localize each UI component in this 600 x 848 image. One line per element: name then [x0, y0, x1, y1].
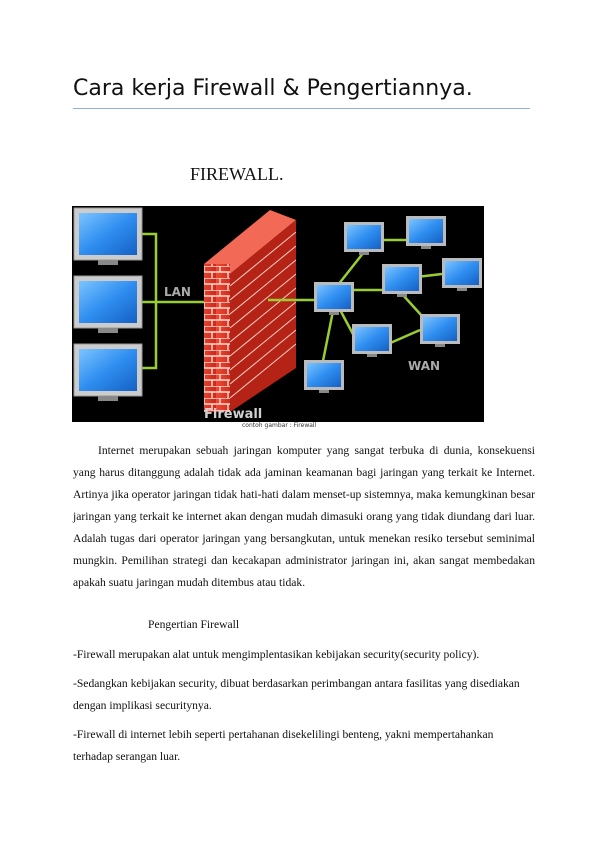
wan-monitor-3 — [314, 282, 354, 315]
bullet-item: -Firewall merupakan alat untuk mengimplentasikan kebijakan security(security policy). — [73, 648, 480, 661]
wan-monitor-8 — [304, 360, 344, 393]
firewall-wall — [204, 210, 296, 412]
title-divider — [73, 108, 530, 109]
wan-monitor-5 — [442, 258, 482, 291]
lan-monitor-2 — [74, 276, 142, 333]
section-heading: Pengertian Firewall — [148, 618, 240, 631]
firewall-diagram-svg — [72, 206, 484, 422]
lan-links — [142, 234, 204, 368]
document-title: Cara kerja Firewall & Pengertiannya. — [73, 76, 473, 101]
lan-label: LAN — [164, 285, 191, 299]
wan-monitor-2 — [406, 216, 446, 249]
wan-monitor-4 — [382, 264, 422, 297]
bullet-item: -Sedangkan kebijakan security, dibuat berdasarkan perimbangan antara fasilitas yang disediakan dengan implikasi securitynya. — [73, 677, 520, 712]
wan-monitor-1 — [344, 222, 384, 255]
wan-monitor-7 — [352, 324, 392, 357]
bullet-item: -Firewall di internet lebih seperti pertahanan disekelilingi benteng, yakni mempertahankan terhadap serangan luar. — [73, 728, 494, 763]
lan-monitor-1 — [74, 208, 142, 265]
firewall-diagram — [72, 206, 484, 422]
firewall-label: Firewall — [204, 407, 263, 422]
wan-label: WAN — [408, 359, 441, 373]
figure-caption: contoh gambar : Firewall — [242, 422, 317, 429]
lan-monitor-3 — [74, 344, 142, 401]
intro-paragraph: Internet merupakan sebuah jaringan komputer yang sangat terbuka di dunia, konsekuensi yang harus ditanggung adalah tidak ada jaminan keamanan bagi jaringan yang terkait ke Internet. Artinya jika operator jaringan tidak hati-hati dalam menset-up sistemnya, maka kemungkinan besar jaringan yang terkait ke internet akan dengan mudah dimasuki orang yang tidak diundang dari luar. Adalah tugas dari operator jaringan yang bersangkutan, untuk menekan resiko tersebut seminimal mungkin. Pemilihan strategi dan kecakapan administrator jaringan ini, akan sangat membedakan apakah suatu jaringan mudah ditembus atau tidak. — [73, 444, 535, 589]
wan-monitor-6 — [420, 314, 460, 347]
figure-heading: FIREWALL. — [190, 164, 284, 184]
